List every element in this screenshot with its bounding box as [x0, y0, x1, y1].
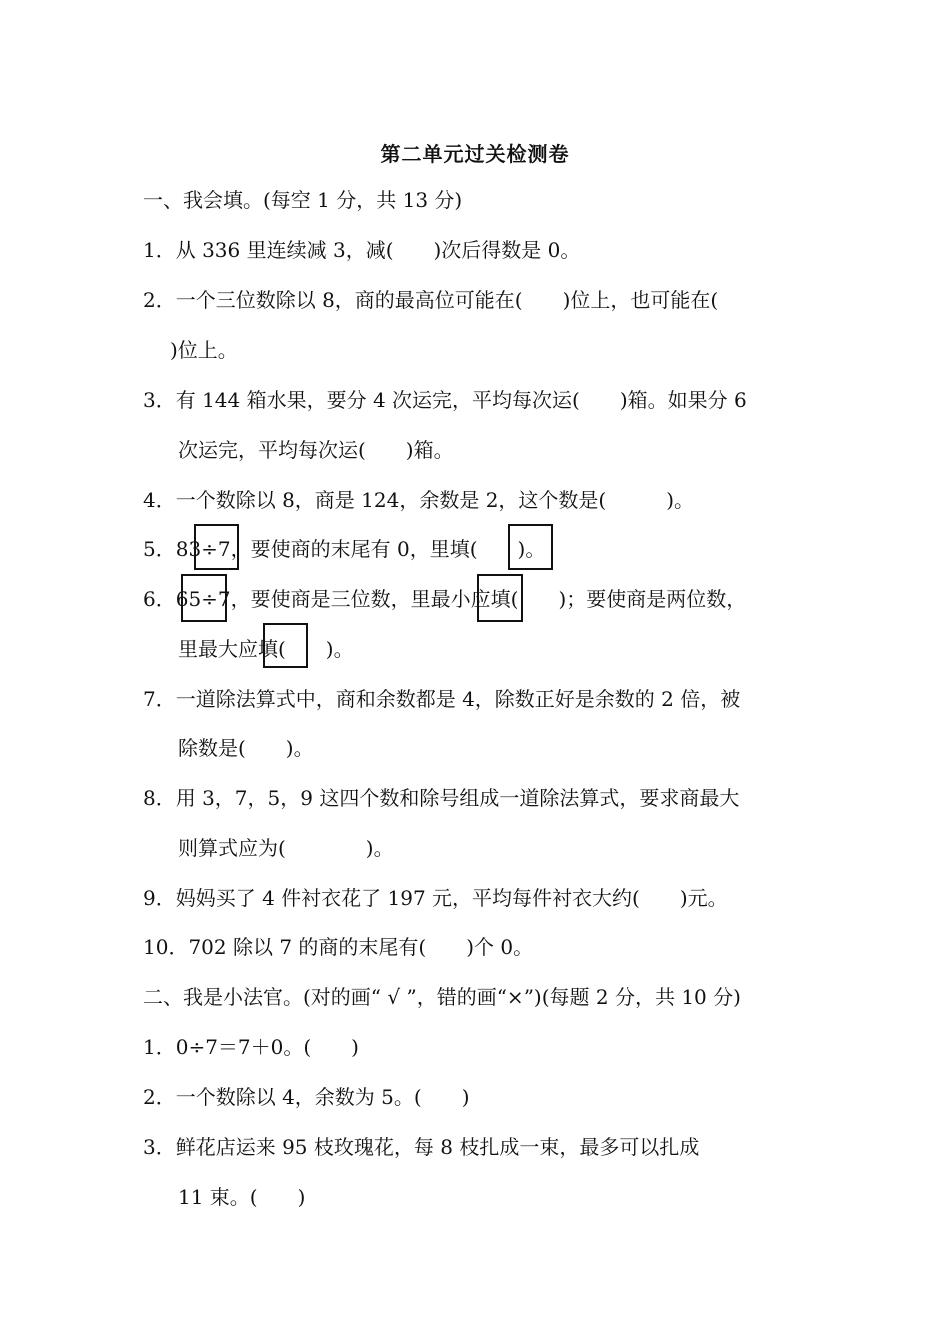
- page-title: 第二单元过关检测卷: [380, 142, 570, 166]
- question-2-1: 1．0÷7＝7＋0。( ): [143, 1035, 359, 1059]
- question-2-3-line1: 3．鲜花店运来 95 枝玫瑰花，每 8 枝扎成一束，最多可以扎成: [143, 1135, 700, 1159]
- section2-heading: 二、我是小法官。(对的画“ √ ”，错的画“×”)(每题 2 分，共 10 分): [143, 985, 741, 1009]
- question-2-3-line2: 11 束。( ): [178, 1185, 306, 1209]
- answer-box: [181, 574, 227, 622]
- answer-box: [263, 623, 308, 668]
- answer-box: [508, 524, 553, 570]
- question-1-6-line2: 里最大应填( )。: [178, 637, 354, 661]
- answer-box: [194, 524, 239, 570]
- question-1-7-line2: 除数是( )。: [178, 736, 314, 760]
- question-1-1: 1．从 336 里连续减 3，减( )次后得数是 0。: [143, 238, 581, 262]
- question-1-7-line1: 7．一道除法算式中，商和余数都是 4，除数正好是余数的 2 倍，被: [143, 687, 741, 711]
- question-1-10: 10．702 除以 7 的商的末尾有( )个 0。: [143, 935, 534, 959]
- question-1-9: 9．妈妈买了 4 件衬衣花了 197 元，平均每件衬衣大约( )元。: [143, 886, 728, 910]
- answer-box: [477, 574, 523, 622]
- question-1-8-line2: 则算式应为( )。: [178, 836, 394, 860]
- question-2-2: 2．一个数除以 4，余数为 5。( ): [143, 1085, 470, 1109]
- question-1-3-line1: 3．有 144 箱水果，要分 4 次运完，平均每次运( )箱。如果分 6: [143, 388, 747, 412]
- question-1-6-line1: 6．65÷7，要使商是三位数，里最小应填( )；要使商是两位数，: [143, 587, 747, 611]
- question-1-5: 5．83÷7，要使商的末尾有 0，里填( )。: [143, 537, 546, 561]
- question-1-2-line1: 2．一个三位数除以 8，商的最高位可能在( )位上，也可能在(: [143, 288, 719, 312]
- question-1-3-line2: 次运完，平均每次运( )箱。: [178, 438, 454, 462]
- question-1-8-line1: 8．用 3，7，5，9 这四个数和除号组成一道除法算式，要求商最大: [143, 786, 740, 810]
- section1-heading: 一、我会填。(每空 1 分，共 13 分): [143, 188, 463, 212]
- question-1-4: 4．一个数除以 8，商是 124，余数是 2，这个数是( )。: [143, 488, 695, 512]
- question-1-2-line2: )位上。: [170, 338, 238, 362]
